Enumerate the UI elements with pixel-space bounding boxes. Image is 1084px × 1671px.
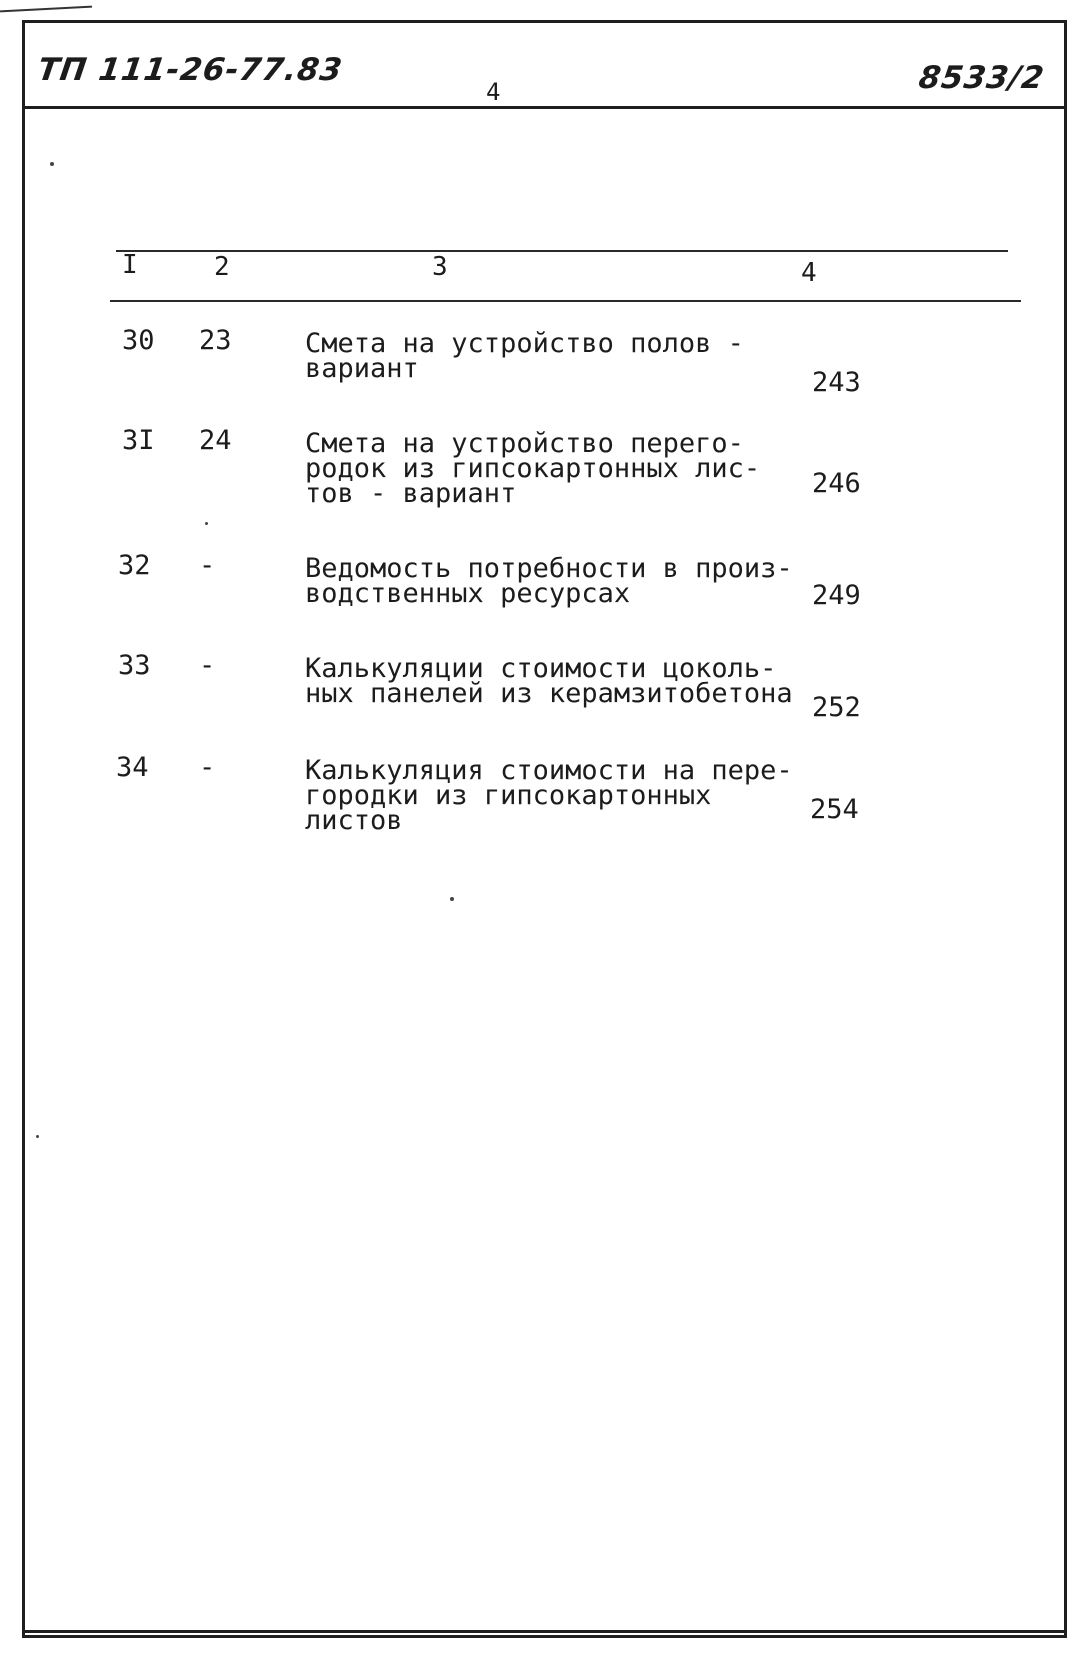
row-number: 30 [122, 325, 155, 356]
row-page: 249 [812, 580, 861, 611]
page-number: 4 [486, 78, 501, 106]
row-description [305, 653, 793, 709]
header-divider [25, 106, 1067, 109]
row-description [305, 328, 775, 384]
description-line: тов - вариант [305, 478, 517, 509]
table-header-rule [110, 300, 1021, 302]
description-line: ных панелей из керамзитобетона [305, 678, 793, 709]
scan-speck [50, 162, 54, 166]
scan-speck [450, 897, 454, 901]
description-line: Калькуляция стоимости на пере- [305, 755, 793, 786]
scan-speck [36, 1135, 39, 1138]
row-page: 252 [812, 692, 861, 723]
description-line: Смета на устройство полов - [305, 328, 744, 359]
row-number: 33 [118, 650, 151, 681]
footer-rule [25, 1630, 1067, 1633]
column-header-2: 2 [214, 252, 230, 282]
column-header-1: I [122, 250, 138, 280]
description-line: городки из гипсокартонных [305, 780, 712, 811]
description-line: родок из гипсокартонных лис- [305, 453, 761, 484]
description-line: Калькуляции стоимости цоколь- [305, 653, 777, 684]
row-reference: - [199, 550, 216, 581]
row-description [305, 553, 793, 609]
row-reference: 24 [199, 425, 232, 456]
row-page: 254 [810, 794, 859, 825]
row-number: 3I [122, 425, 155, 456]
row-description [305, 428, 775, 509]
description-line: листов [305, 805, 403, 836]
row-page: 243 [812, 367, 861, 398]
scan-speck [205, 522, 208, 525]
row-reference: - [199, 752, 216, 783]
table-top-rule [116, 250, 1008, 252]
description-line: вариант [305, 353, 419, 384]
column-header-4: 4 [801, 258, 817, 288]
row-page: 246 [812, 468, 861, 499]
row-description [305, 755, 793, 836]
description-line: Ведомость потребности в произ- [305, 553, 793, 584]
row-reference: - [199, 650, 216, 681]
corner-scan-mark [0, 6, 92, 13]
sheet-code: 8533/2 [916, 60, 1047, 96]
description-line: Смета на устройство перего- [305, 428, 744, 459]
row-reference: 23 [199, 325, 232, 356]
row-number: 34 [116, 752, 149, 783]
row-number: 32 [118, 550, 151, 581]
column-header-3: 3 [432, 252, 448, 282]
document-code: ТП 111-26-77.83 [35, 52, 346, 88]
description-line: водственных ресурсах [305, 578, 631, 609]
